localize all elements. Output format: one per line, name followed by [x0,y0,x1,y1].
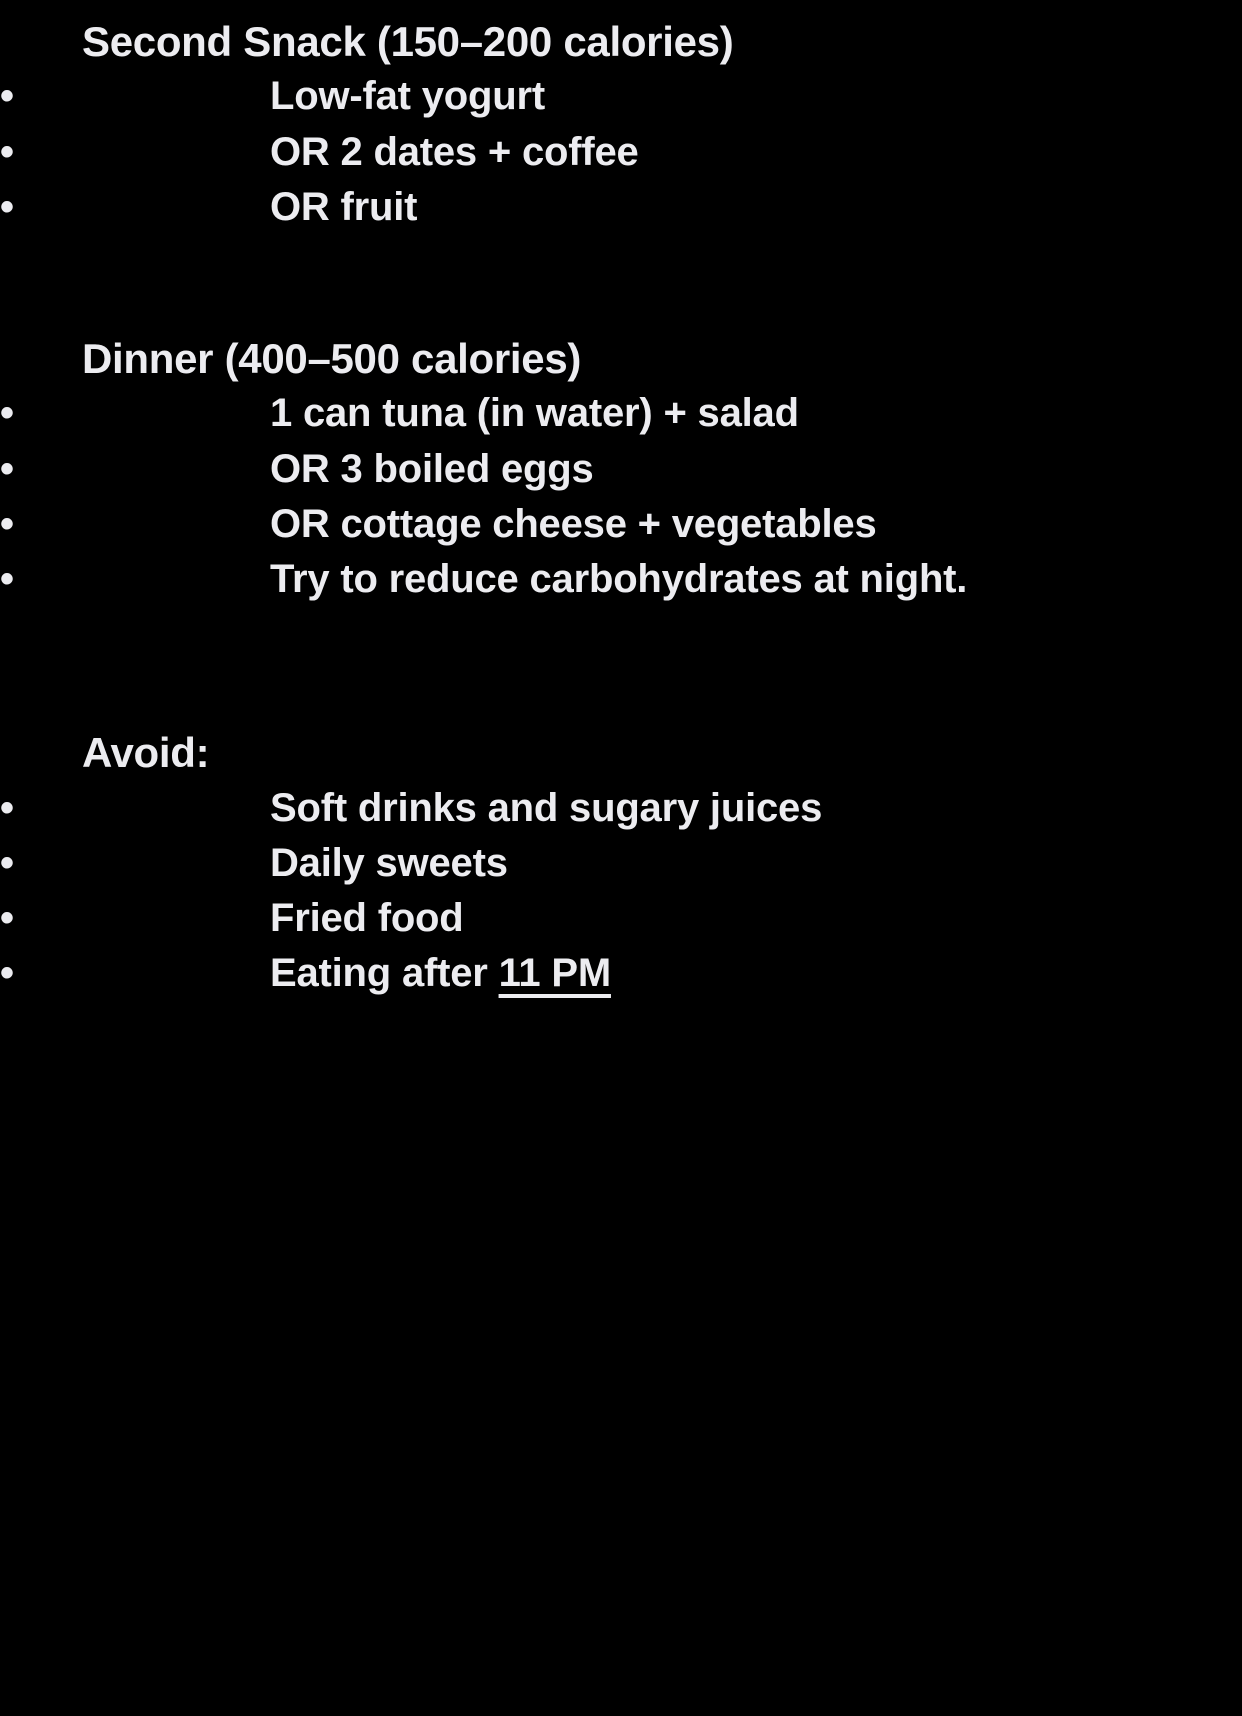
bullet-dot-icon: • [0,129,14,174]
bullet-dot-icon: • [0,557,14,601]
time-emphasis: 11 PM [498,951,611,996]
section-title-avoid: Avoid: [82,729,210,777]
bullet-dot-icon: • [0,391,14,436]
section-title-dinner: Dinner (400–500 calories) [82,335,582,382]
list-item-text-prefix: Eating after [270,951,499,996]
bullet-dot-icon: • [0,896,14,940]
bullet-dot-icon: • [0,184,14,229]
list-item-label: Daily sweets [270,840,508,885]
list-item [0,180,1242,235]
list-item-label: Soft drinks and sugary juices [270,785,823,830]
list-item-label: Low-fat yogurt [270,74,545,119]
list-item [0,497,1242,552]
bullet-dot-icon: • [0,446,14,491]
list-item [0,442,1242,497]
list-item [0,386,1242,441]
bullet-dot-icon: • [0,785,14,830]
section-dinner [0,331,1242,607]
list-item [0,836,1242,891]
section-title-second-snack: Second Snack (150–200 calories) [82,18,734,65]
bullet-dot-icon: • [0,840,14,885]
list-item [0,125,1242,180]
list-item [0,891,1242,946]
bullet-dot-icon: • [0,501,14,546]
list-item-label: OR 2 dates + coffee [270,129,639,174]
list-item-label: OR fruit [270,184,418,229]
bullet-dot-icon: • [0,951,14,996]
list-item-label: OR 3 boiled eggs [270,446,594,491]
list-item [0,946,1242,1001]
list-item-label [190,946,1192,1001]
list-item-label: 1 can tuna (in water) + salad [270,391,799,436]
bullet-list-avoid [0,781,1242,1002]
list-item-label: OR cottage cheese + vegetables [270,501,877,546]
list-item-label: Try to reduce carbohydrates at night. [270,557,968,601]
bullet-list-dinner [0,386,1242,607]
bullet-list-second-snack [0,69,1242,235]
list-item-label: Fried food [270,896,464,940]
list-item [0,69,1242,124]
list-item [0,781,1242,836]
section-spacer [0,607,1242,725]
section-avoid [0,725,1242,1001]
bullet-dot-icon: • [0,74,14,119]
list-item [0,552,1242,607]
section-spacer [0,235,1242,331]
section-second-snack [0,14,1242,235]
